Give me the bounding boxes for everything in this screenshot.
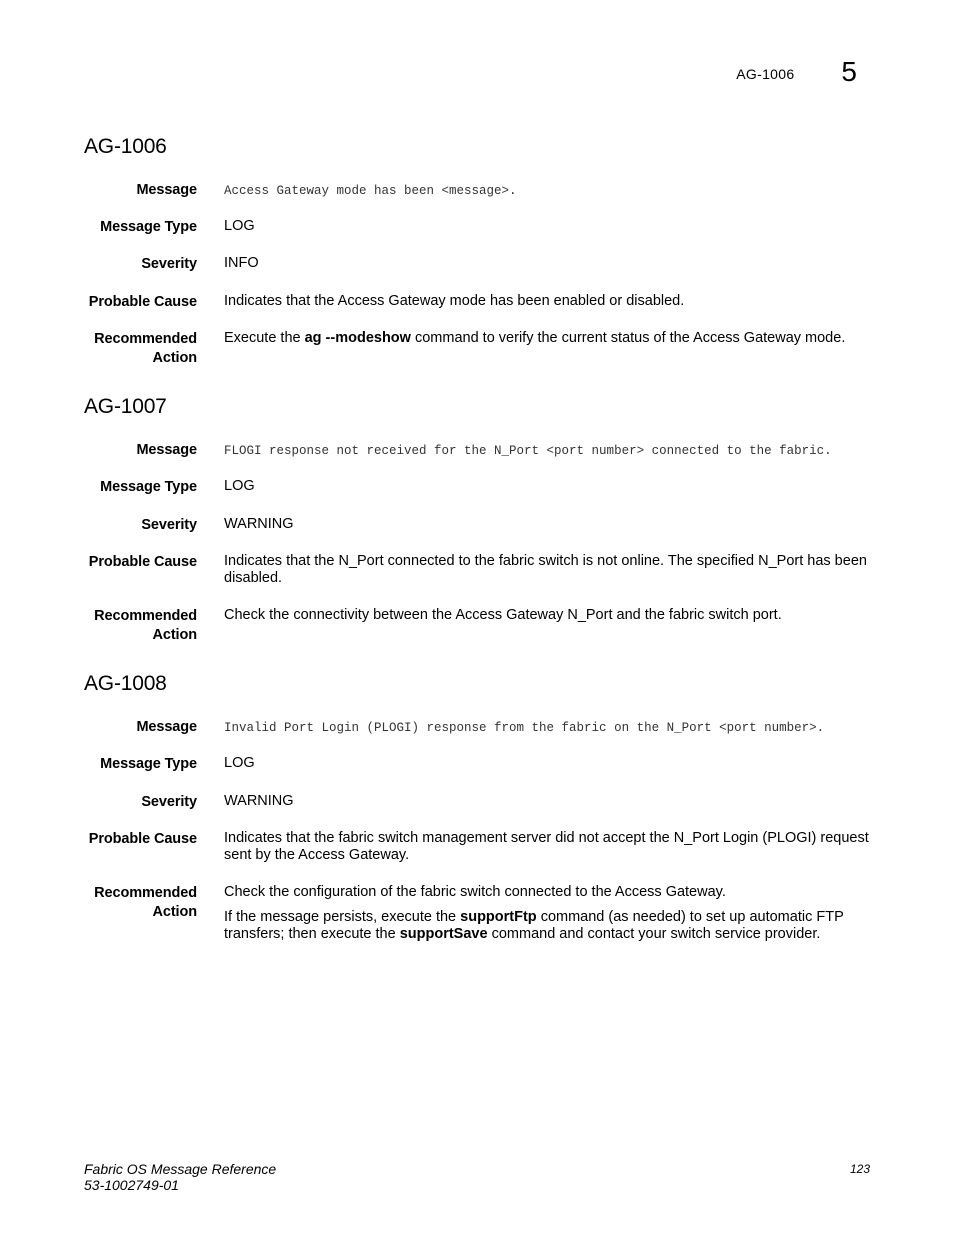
message-type-label: Message Type bbox=[100, 219, 197, 235]
probable-cause-label: Probable Cause bbox=[88, 831, 197, 847]
message-label: Message bbox=[136, 442, 197, 458]
section-heading: AG-1006 bbox=[84, 135, 167, 158]
footer-doc-title: Fabric OS Message Reference bbox=[84, 1161, 277, 1177]
recommended-word: Recommended bbox=[94, 608, 197, 624]
command-name: ag --modeshow bbox=[304, 330, 411, 346]
probable-cause-label: Probable Cause bbox=[88, 554, 197, 570]
action-paragraph bbox=[224, 909, 874, 943]
footer-doc-number: 53-1002749-01 bbox=[84, 1177, 179, 1193]
severity-value: WARNING bbox=[224, 793, 294, 809]
running-title: AG-1006 bbox=[736, 66, 795, 82]
recommended-action-value: Check the connectivity between the Access Gateway N_Port and the fabric switch port. bbox=[224, 607, 782, 623]
recommended-action-label bbox=[67, 607, 197, 645]
action-word: Action bbox=[152, 350, 197, 366]
recommended-action-label bbox=[67, 884, 197, 922]
recommended-action-value bbox=[224, 884, 874, 951]
chapter-number: 5 bbox=[841, 56, 857, 87]
probable-cause-value: Indicates that the Access Gateway mode has been enabled or disabled. bbox=[224, 293, 685, 309]
page-number: 123 bbox=[849, 1162, 870, 1176]
action-text: command and contact your switch service provider. bbox=[487, 926, 821, 942]
message-type-value: LOG bbox=[224, 218, 255, 234]
message-type-label: Message Type bbox=[100, 756, 197, 772]
message-value: Access Gateway mode has been <message>. bbox=[224, 184, 517, 198]
severity-label: Severity bbox=[141, 517, 197, 533]
command-name: supportSave bbox=[399, 926, 488, 942]
message-type-label: Message Type bbox=[100, 479, 197, 495]
probable-cause-label: Probable Cause bbox=[88, 294, 197, 310]
message-type-value: LOG bbox=[224, 478, 255, 494]
action-text: command (as needed) to set up automatic FTP transfers; then execute the bbox=[224, 909, 844, 942]
running-header bbox=[736, 57, 857, 87]
footer-doc-info bbox=[84, 1161, 276, 1193]
recommended-word: Recommended bbox=[94, 885, 197, 901]
action-paragraph: Check the configuration of the fabric switch connected to the Access Gateway. bbox=[224, 884, 726, 900]
action-text: If the message persists, execute the bbox=[224, 909, 461, 925]
recommended-word: Recommended bbox=[94, 331, 197, 347]
message-value: FLOGI response not received for the N_Port <port number> connected to the fabric. bbox=[224, 444, 832, 458]
message-type-value: LOG bbox=[224, 755, 255, 771]
command-name: supportFtp bbox=[460, 909, 537, 925]
severity-label: Severity bbox=[141, 794, 197, 810]
severity-value: WARNING bbox=[224, 516, 294, 532]
message-label: Message bbox=[136, 719, 197, 735]
severity-label: Severity bbox=[141, 256, 197, 272]
section-heading: AG-1008 bbox=[84, 672, 167, 695]
action-word: Action bbox=[152, 627, 197, 643]
section-heading: AG-1007 bbox=[84, 395, 167, 418]
recommended-action-label bbox=[67, 330, 197, 368]
severity-value: INFO bbox=[224, 255, 259, 271]
message-label: Message bbox=[136, 182, 197, 198]
probable-cause-value: Indicates that the N_Port connected to the fabric switch is not online. The specified N_Port has been disabled. bbox=[224, 553, 867, 586]
action-text: command to verify the current status of the Access Gateway mode. bbox=[410, 330, 846, 346]
action-word: Action bbox=[152, 904, 197, 920]
recommended-action-value bbox=[224, 330, 874, 347]
action-text: Execute the bbox=[224, 330, 305, 346]
message-value: Invalid Port Login (PLOGI) response from the fabric on the N_Port <port number>. bbox=[224, 721, 825, 735]
probable-cause-value: Indicates that the fabric switch management server did not accept the N_Port Login (PLOGI) request sent by the Access Gateway. bbox=[224, 830, 869, 863]
